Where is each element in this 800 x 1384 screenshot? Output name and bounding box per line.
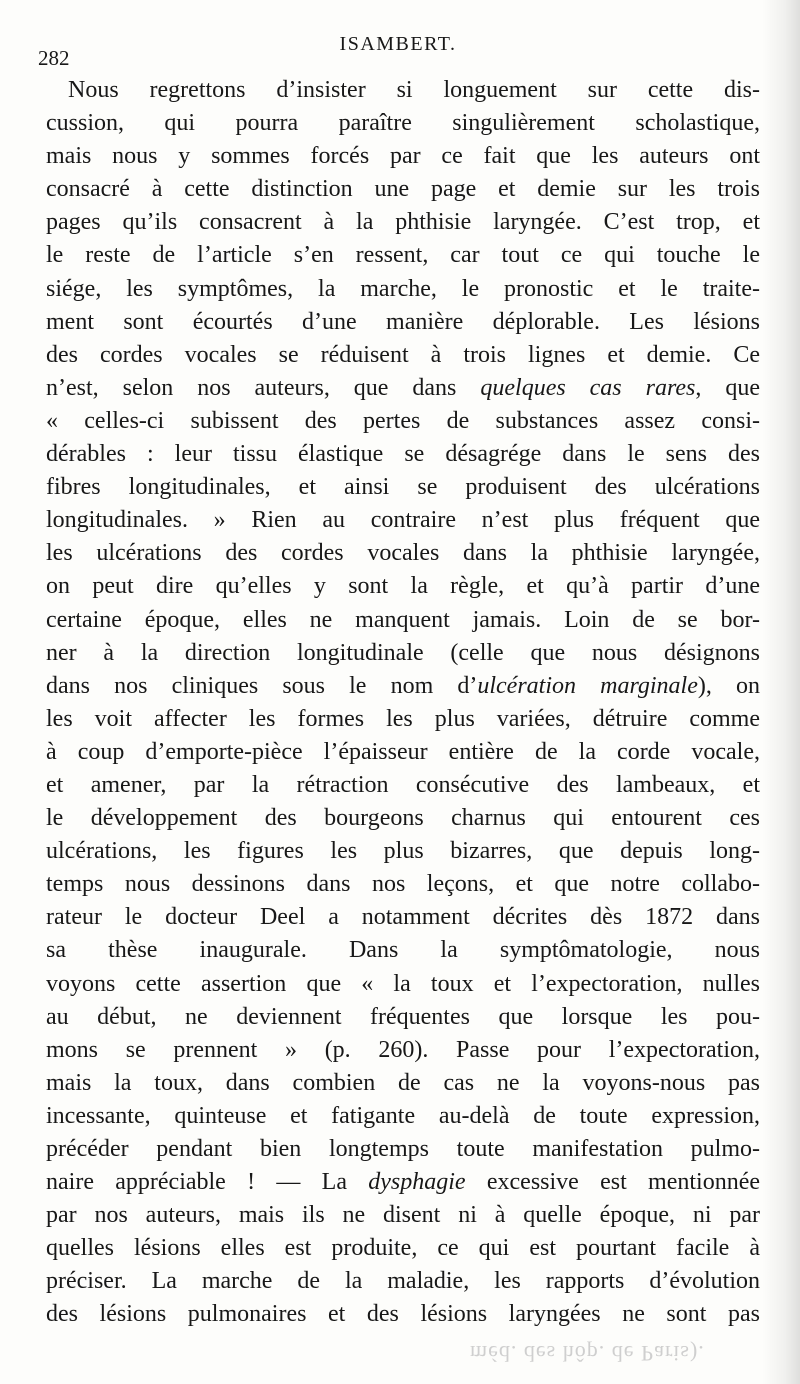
text-line: voyons cette assertion que « la toux et l’expectoration, nulles	[46, 970, 760, 997]
text-line: par nos auteurs, mais ils ne disent ni à quelle époque, ni par	[46, 1202, 760, 1229]
text-line: préciser. La marche de la maladie, les rapports d’évolution	[46, 1268, 760, 1295]
body-text	[46, 74, 760, 1332]
text-line: consacré à cette distinction une page et demie sur les trois	[46, 176, 760, 203]
text-line: le développement des bourgeons charnus qui entourent ces	[46, 805, 760, 832]
text-line: au début, ne deviennent fréquentes que lorsque les pou-	[46, 1003, 760, 1030]
text-line: Nous regrettons d’insister si longuement sur cette dis-	[68, 77, 760, 103]
text-line: fibres longitudinales, et ainsi se produisent des ulcérations	[46, 474, 760, 501]
bleed-through-text: méd. des hôp. de Paris).	[470, 1341, 705, 1366]
text-line: quelles lésions elles est produite, ce qui est pourtant facile à	[46, 1235, 760, 1262]
text-line: les ulcérations des cordes vocales dans la phthisie laryngée,	[46, 540, 760, 567]
text-line: temps nous dessinons dans nos leçons, et que notre collabo-	[46, 871, 760, 898]
text-line: n’est, selon nos auteurs, que dans quelques cas rares, que	[46, 374, 760, 401]
text-line: on peut dire qu’elles y sont la règle, et qu’à partir d’une	[46, 573, 760, 600]
text-line: des lésions pulmonaires et des lésions laryngées ne sont pas	[46, 1301, 760, 1328]
text-line: mons se prennent » (p. 260). Passe pour l’expectoration,	[46, 1036, 760, 1063]
page-edge-shadow	[762, 0, 800, 1384]
text-line: à coup d’emporte-pièce l’épaisseur entière de la corde vocale,	[46, 738, 760, 765]
text-line: ulcérations, les figures les plus bizarres, que depuis long-	[46, 838, 760, 865]
text-line: naire appréciable ! — La dysphagie excessive est mentionnée	[46, 1169, 760, 1196]
text-line: « celles-ci subissent des pertes de substances assez consi-	[46, 407, 760, 434]
text-line: incessante, quinteuse et fatigante au-delà de toute expression,	[46, 1102, 760, 1129]
text-line: sa thèse inaugurale. Dans la symptômatologie, nous	[46, 937, 760, 964]
text-line: siége, les symptômes, la marche, le pronostic et le traite-	[46, 275, 760, 302]
text-line: et amener, par la rétraction consécutive des lambeaux, et	[46, 771, 760, 798]
text-line: certaine époque, elles ne manquent jamais. Loin de se bor-	[46, 606, 760, 633]
text-line: longitudinales. » Rien au contraire n’est plus fréquent que	[46, 507, 760, 534]
text-line: dérables : leur tissu élastique se désagrége dans le sens des	[46, 441, 760, 468]
text-line: mais la toux, dans combien de cas ne la voyons-nous pas	[46, 1069, 760, 1096]
text-line: ment sont écourtés d’une manière déplorable. Les lésions	[46, 308, 760, 335]
text-line: mais nous y sommes forcés par ce fait que les auteurs ont	[46, 143, 760, 170]
text-line: dans nos cliniques sous le nom d’ulcération marginale), on	[46, 672, 760, 699]
text-line: précéder pendant bien longtemps toute manifestation pulmo-	[46, 1136, 760, 1162]
page-header	[38, 32, 758, 70]
text-line: le reste de l’article s’en ressent, car tout ce qui touche le	[46, 242, 760, 269]
text-line: rateur le docteur Deel a notamment décrites dès 1872 dans	[46, 904, 760, 931]
running-title: ISAMBERT.	[339, 33, 457, 55]
text-line: pages qu’ils consacrent à la phthisie laryngée. C’est trop, et	[46, 209, 760, 236]
text-line: ner à la direction longitudinale (celle que nous désignons	[46, 639, 760, 666]
page-number: 282	[38, 46, 70, 70]
text-line: des cordes vocales se réduisent à trois lignes et demie. Ce	[46, 341, 760, 368]
text-line: cussion, qui pourra paraître singulièrement scholastique,	[46, 110, 760, 137]
text-line: les voit affecter les formes les plus variées, détruire comme	[46, 705, 760, 732]
